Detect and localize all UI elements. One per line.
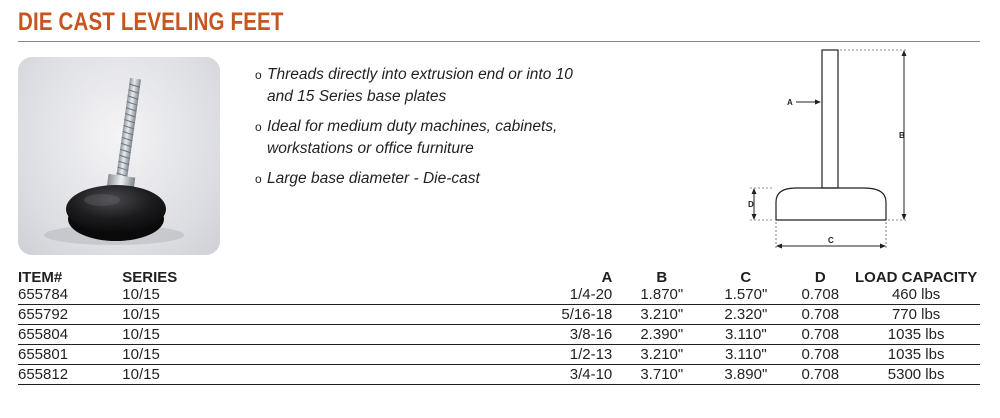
table-row (18, 365, 980, 385)
cell-item: 655812 (18, 365, 122, 385)
cell-a: 1/2-13 (527, 345, 621, 365)
dim-d-label: D (748, 200, 754, 209)
leveling-foot-image (18, 57, 220, 255)
cell-load-capacity: 460 lbs (852, 285, 980, 305)
title-divider (18, 41, 980, 42)
cell-c: 3.890" (703, 365, 788, 385)
cell-load-capacity: 1035 lbs (852, 345, 980, 365)
bullet-marker: o (255, 120, 262, 134)
dim-b-arrow-top (902, 50, 907, 56)
cell-item: 655784 (18, 285, 122, 305)
cell-b: 3.710" (620, 365, 703, 385)
dim-c-label: C (828, 236, 834, 245)
cell-series: 10/15 (122, 365, 463, 385)
cell-spacer (463, 365, 527, 385)
cell-item: 655792 (18, 305, 122, 325)
specification-table (18, 270, 980, 385)
dim-b-arrow-bottom (902, 214, 907, 220)
cell-a: 3/4-10 (527, 365, 621, 385)
cell-spacer (463, 325, 527, 345)
header-item: ITEM# (18, 269, 63, 286)
product-photo (18, 57, 220, 255)
header-load-capacity: LOAD CAPACITY (855, 269, 978, 286)
cell-b: 2.390" (620, 325, 703, 345)
cell-c: 1.570" (703, 285, 788, 305)
cell-item: 655801 (18, 345, 122, 365)
feature-text: Threads directly into extrusion end or into 10 and 15 Series base plates (267, 66, 573, 105)
cell-spacer (463, 285, 527, 305)
cell-c: 3.110" (703, 345, 788, 365)
header-d: D (814, 269, 826, 286)
cell-d: 0.708 (788, 305, 852, 325)
feature-text: Large base diameter - Die-cast (267, 170, 480, 187)
cell-series: 10/15 (122, 305, 463, 325)
cell-item: 655804 (18, 325, 122, 345)
cell-b: 3.210" (620, 345, 703, 365)
page-title: DIE CAST LEVELING FEET (18, 8, 284, 36)
cell-d: 0.708 (788, 345, 852, 365)
cell-b: 3.210" (620, 305, 703, 325)
feature-text: Ideal for medium duty machines, cabinets, workstations or office furniture (267, 118, 558, 157)
cell-load-capacity: 1035 lbs (852, 325, 980, 345)
cell-d: 0.708 (788, 285, 852, 305)
header-a: A (601, 269, 613, 286)
cell-series: 10/15 (122, 285, 463, 305)
cell-series: 10/15 (122, 325, 463, 345)
cell-a: 1/4-20 (527, 285, 621, 305)
cell-a: 3/8-16 (527, 325, 621, 345)
header-b: B (656, 269, 668, 286)
bullet-marker: o (255, 172, 262, 186)
dimension-diagram (740, 44, 980, 256)
table-row (18, 325, 980, 345)
cell-series: 10/15 (122, 345, 463, 365)
table-header-row (18, 270, 980, 285)
cell-d: 0.708 (788, 325, 852, 345)
header-spacer (463, 270, 527, 285)
table-row (18, 285, 980, 305)
dim-c-arrow-right (880, 244, 886, 249)
cell-c: 3.110" (703, 325, 788, 345)
table-row (18, 305, 980, 325)
dim-d-arrow-bottom (752, 214, 757, 220)
cell-d: 0.708 (788, 365, 852, 385)
cell-a: 5/16-18 (527, 305, 621, 325)
cell-load-capacity: 770 lbs (852, 305, 980, 325)
cell-b: 1.870" (620, 285, 703, 305)
feature-list (255, 64, 585, 198)
feature-item (255, 64, 585, 108)
feature-item (255, 168, 585, 190)
cell-load-capacity: 5300 lbs (852, 365, 980, 385)
dim-a-arrowhead (815, 100, 821, 105)
leveling-foot-drawing (740, 44, 980, 256)
feature-item (255, 116, 585, 160)
header-series: SERIES (122, 269, 178, 286)
base-outline (776, 188, 886, 220)
cell-c: 2.320" (703, 305, 788, 325)
stem-outline (822, 50, 838, 188)
dim-b-label: B (899, 131, 905, 140)
cell-spacer (463, 305, 527, 325)
dim-c-arrow-left (776, 244, 782, 249)
table-row (18, 345, 980, 365)
dim-a-label: A (787, 98, 793, 107)
dim-d-arrow-top (752, 188, 757, 194)
bullet-marker: o (255, 68, 262, 82)
header-c: C (740, 269, 752, 286)
cell-spacer (463, 345, 527, 365)
